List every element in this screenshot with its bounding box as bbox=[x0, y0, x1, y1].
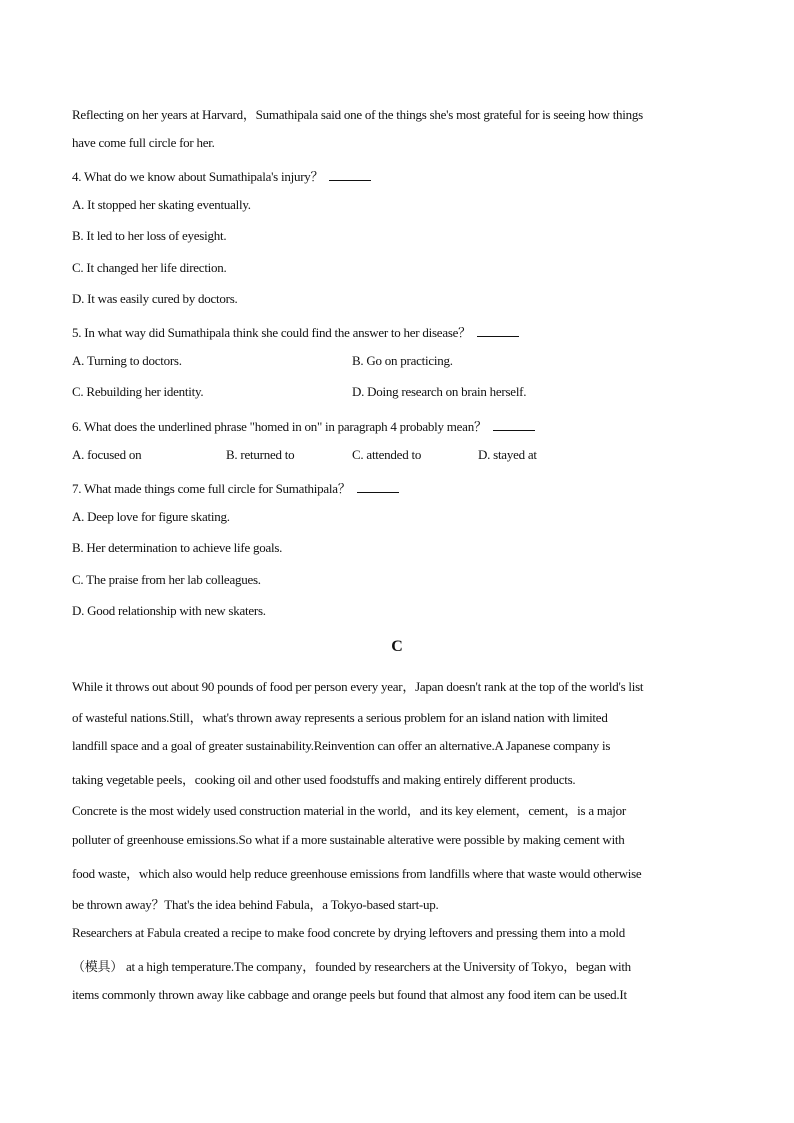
answer-blank[interactable] bbox=[493, 420, 535, 431]
option-b: B. returned to bbox=[226, 447, 295, 462]
passage-line: of wasteful nations.Still，what's thrown away represents a serious problem for an island nation with limited bbox=[72, 710, 608, 725]
section-heading: C bbox=[391, 638, 403, 655]
question-stem: 6. What does the underlined phrase "homed in on" in paragraph 4 probably mean？ bbox=[72, 419, 487, 434]
passage-line: Researchers at Fabula created a recipe to make food concrete by drying leftovers and pressing them into a mold bbox=[72, 925, 625, 940]
passage-line: polluter of greenhouse emissions.So what if a more sustainable alterative were possible by making cement with bbox=[72, 832, 625, 847]
passage-line: be thrown away？That's the idea behind Fabula，a Tokyo-based start-up. bbox=[72, 897, 439, 912]
passage-line: While it throws out about 90 pounds of food per person every year，Japan doesn't rank at the top of the world's list bbox=[72, 679, 644, 694]
option-d: D. It was easily cured by doctors. bbox=[72, 291, 238, 306]
passage-line: taking vegetable peels，cooking oil and other used foodstuffs and making entirely different products. bbox=[72, 772, 576, 787]
option-a: A. focused on bbox=[72, 447, 142, 462]
answer-blank[interactable] bbox=[357, 482, 399, 493]
question-4 bbox=[72, 166, 371, 185]
answer-blank[interactable] bbox=[477, 326, 519, 337]
option-a: A. Turning to doctors. bbox=[72, 353, 182, 368]
passage-line: food waste，which also would help reduce greenhouse emissions from landfills where that waste would otherwise bbox=[72, 866, 642, 881]
option-b: B. Her determination to achieve life goals. bbox=[72, 540, 283, 555]
question-7 bbox=[72, 478, 399, 497]
option-d: D. stayed at bbox=[478, 447, 537, 462]
intro-line: Reflecting on her years at Harvard，Sumathipala said one of the things she's most grateful for is seeing how things bbox=[72, 107, 643, 122]
question-stem: 7. What made things come full circle for Sumathipala？ bbox=[72, 481, 351, 496]
option-a: A. It stopped her skating eventually. bbox=[72, 197, 251, 212]
answer-blank[interactable] bbox=[329, 170, 371, 181]
passage-line: （模具） at a high temperature.The company，founded by researchers at the University of Tokyo，began with bbox=[72, 959, 631, 974]
option-b: B. It led to her loss of eyesight. bbox=[72, 228, 227, 243]
question-stem: 4. What do we know about Sumathipala's injury？ bbox=[72, 169, 324, 184]
passage-line: landfill space and a goal of greater sustainability.Reinvention can offer an alternative.A Japanese company is bbox=[72, 738, 611, 753]
option-d: D. Good relationship with new skaters. bbox=[72, 603, 266, 618]
option-b: B. Go on practicing. bbox=[352, 353, 453, 368]
option-c: C. The praise from her lab colleagues. bbox=[72, 572, 261, 587]
option-c: C. It changed her life direction. bbox=[72, 260, 227, 275]
passage-line: Concrete is the most widely used construction material in the world，and its key element，cement，is a major bbox=[72, 803, 626, 818]
question-stem: 5. In what way did Sumathipala think she could find the answer to her disease？ bbox=[72, 325, 471, 340]
intro-line: have come full circle for her. bbox=[72, 135, 215, 150]
option-c: C. Rebuilding her identity. bbox=[72, 384, 204, 399]
question-6 bbox=[72, 416, 535, 435]
question-5 bbox=[72, 322, 519, 341]
option-d: D. Doing research on brain herself. bbox=[352, 384, 527, 399]
option-c: C. attended to bbox=[352, 447, 422, 462]
option-a: A. Deep love for figure skating. bbox=[72, 509, 230, 524]
passage-line: items commonly thrown away like cabbage and orange peels but found that almost any food item can be used.It bbox=[72, 987, 627, 1002]
